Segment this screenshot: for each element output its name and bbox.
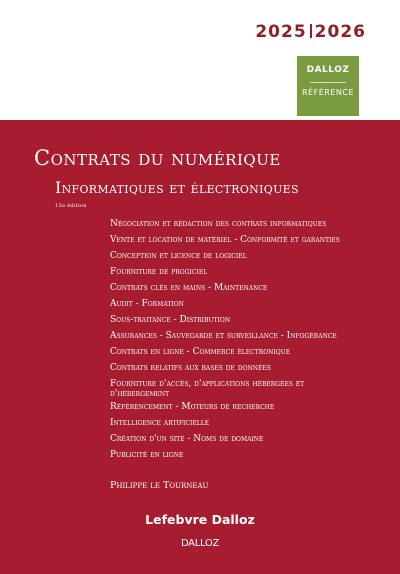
edition-label: 13e édition: [55, 203, 87, 209]
topic-item: Vente et location de matériel - Conformité et garanties: [110, 235, 340, 245]
topic-item: Fourniture de progiciel: [110, 267, 208, 277]
topic-item: Intelligence artificielle: [110, 418, 210, 428]
topic-item: Audit - Formation: [110, 299, 184, 309]
book-title: Contrats du numérique: [34, 146, 281, 170]
imprint-logo: DALLOZ: [180, 538, 220, 549]
year-end: 2026: [314, 22, 366, 42]
topic-item: Fourniture d'accès, d'applications hébergées et d'hébergement: [110, 379, 305, 399]
topic-item: Négociation et rédaction des contrats informatiques: [110, 219, 327, 229]
topic-item: Assurances - Sauvegarde et surveillance - Infogérance: [110, 331, 337, 341]
collection-brand: DALLOZ: [306, 65, 350, 75]
year-start: 2025: [255, 22, 307, 42]
publisher-logo: Lefebvre Dalloz: [145, 512, 255, 527]
edition-years: [255, 22, 366, 42]
badge-divider: [310, 82, 346, 83]
topic-item: Contrats clés en mains - Maintenance: [110, 283, 268, 293]
topic-item: Publicité en ligne: [110, 450, 184, 460]
topic-item: Contrats en ligne - Commerce électronique: [110, 347, 291, 357]
year-separator: [310, 24, 312, 38]
topic-item: Création d'un site - Noms de domaine: [110, 434, 264, 444]
topic-item: Sous-traitance - Distribution: [110, 315, 231, 325]
author-name: Philippe le Tourneau: [110, 480, 209, 491]
collection-badge: [297, 56, 359, 116]
topic-item: Contrats relatifs aux bases de données: [110, 363, 271, 373]
topics-list: [110, 219, 340, 466]
collection-series: RÉFÉRENCE: [301, 88, 354, 97]
book-subtitle: Informatiques et électroniques: [55, 178, 299, 197]
cover-top-band: [0, 0, 400, 120]
topic-item: Conception et licence de logiciel: [110, 251, 247, 261]
topic-item: Référencement - Moteurs de recherche: [110, 402, 275, 412]
